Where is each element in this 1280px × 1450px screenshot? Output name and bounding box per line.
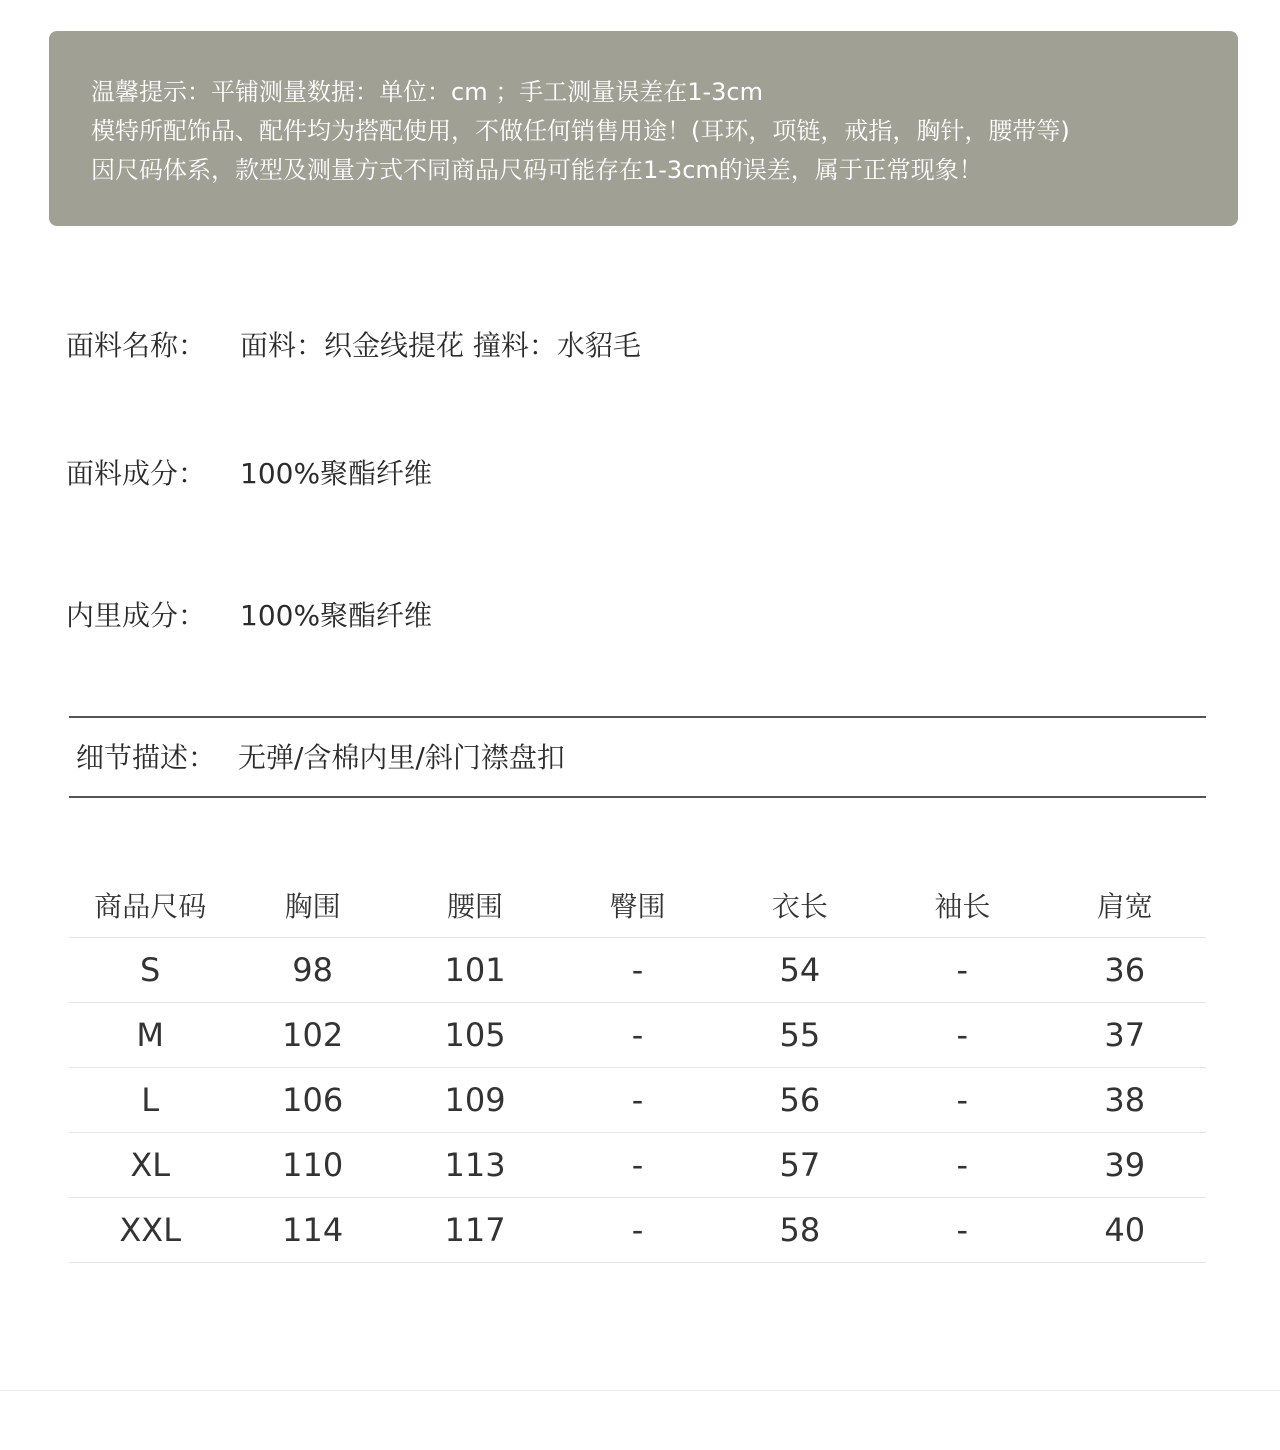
spec-detail bbox=[76, 736, 565, 776]
column-header: 商品尺码 bbox=[69, 872, 231, 938]
table-row bbox=[69, 1133, 1206, 1198]
table-cell: M bbox=[69, 1003, 231, 1068]
table-cell: 113 bbox=[394, 1133, 556, 1198]
table-cell: - bbox=[556, 1133, 718, 1198]
table-cell: 56 bbox=[719, 1068, 881, 1133]
size-table bbox=[69, 872, 1206, 1263]
table-cell: 38 bbox=[1044, 1068, 1206, 1133]
table-header-row bbox=[69, 872, 1206, 938]
spec-value: 100%聚酯纤维 bbox=[240, 599, 433, 632]
table-cell: - bbox=[556, 938, 718, 1003]
table-cell: 106 bbox=[231, 1068, 393, 1133]
table-cell: 39 bbox=[1044, 1133, 1206, 1198]
table-cell: - bbox=[881, 1133, 1043, 1198]
table-cell: - bbox=[556, 1198, 718, 1263]
table-cell: - bbox=[556, 1068, 718, 1133]
table-cell: - bbox=[881, 1198, 1043, 1263]
divider-top bbox=[69, 716, 1206, 718]
table-cell: XXL bbox=[69, 1198, 231, 1263]
table-cell: - bbox=[881, 1068, 1043, 1133]
page-bottom-divider bbox=[0, 1390, 1280, 1391]
table-cell: 57 bbox=[719, 1133, 881, 1198]
spec-label: 面料名称： bbox=[66, 329, 207, 362]
column-header: 臀围 bbox=[556, 872, 718, 938]
table-cell: 55 bbox=[719, 1003, 881, 1068]
column-header: 肩宽 bbox=[1044, 872, 1206, 938]
table-cell: 36 bbox=[1044, 938, 1206, 1003]
table-row bbox=[69, 1068, 1206, 1133]
table-cell: - bbox=[556, 1003, 718, 1068]
table-cell: 102 bbox=[231, 1003, 393, 1068]
table-cell: XL bbox=[69, 1133, 231, 1198]
notice-line: 因尺码体系，款型及测量方式不同商品尺码可能存在1-3cm的误差，属于正常现象！ bbox=[91, 156, 983, 184]
table-cell: 54 bbox=[719, 938, 881, 1003]
spec-label: 面料成分： bbox=[66, 457, 207, 490]
table-row bbox=[69, 1198, 1206, 1263]
notice-line: 模特所配饰品、配件均为搭配使用，不做任何销售用途！(耳环，项链，戒指，胸针，腰带等) bbox=[91, 117, 1070, 145]
column-header: 胸围 bbox=[231, 872, 393, 938]
table-cell: 101 bbox=[394, 938, 556, 1003]
notice-line: 温馨提示：平铺测量数据：单位：cm ；手工测量误差在1-3cm bbox=[91, 78, 763, 106]
table-row bbox=[69, 1003, 1206, 1068]
table-cell: L bbox=[69, 1068, 231, 1133]
table-row bbox=[69, 938, 1206, 1003]
table-cell: 117 bbox=[394, 1198, 556, 1263]
table-cell: 105 bbox=[394, 1003, 556, 1068]
column-header: 袖长 bbox=[881, 872, 1043, 938]
spec-value: 100%聚酯纤维 bbox=[240, 457, 433, 490]
divider-bottom bbox=[69, 796, 1206, 798]
table-cell: 98 bbox=[231, 938, 393, 1003]
table-cell: 40 bbox=[1044, 1198, 1206, 1263]
table-cell: - bbox=[881, 938, 1043, 1003]
spec-value: 无弹/含棉内里/斜门襟盘扣 bbox=[238, 741, 565, 774]
table-cell: 110 bbox=[231, 1133, 393, 1198]
spec-label: 内里成分： bbox=[66, 599, 207, 632]
table-cell: 109 bbox=[394, 1068, 556, 1133]
table-cell: 58 bbox=[719, 1198, 881, 1263]
table-cell: - bbox=[881, 1003, 1043, 1068]
table-cell: 114 bbox=[231, 1198, 393, 1263]
column-header: 衣长 bbox=[719, 872, 881, 938]
spec-label: 细节描述： bbox=[76, 741, 217, 774]
table-cell: S bbox=[69, 938, 231, 1003]
column-header: 腰围 bbox=[394, 872, 556, 938]
spec-value: 面料：织金线提花 撞料：水貂毛 bbox=[240, 329, 641, 362]
spec-lining-composition bbox=[66, 594, 432, 634]
table-cell: 37 bbox=[1044, 1003, 1206, 1068]
spec-fabric-composition bbox=[66, 452, 432, 492]
spec-fabric-name bbox=[66, 324, 641, 364]
notice-banner bbox=[49, 31, 1238, 226]
